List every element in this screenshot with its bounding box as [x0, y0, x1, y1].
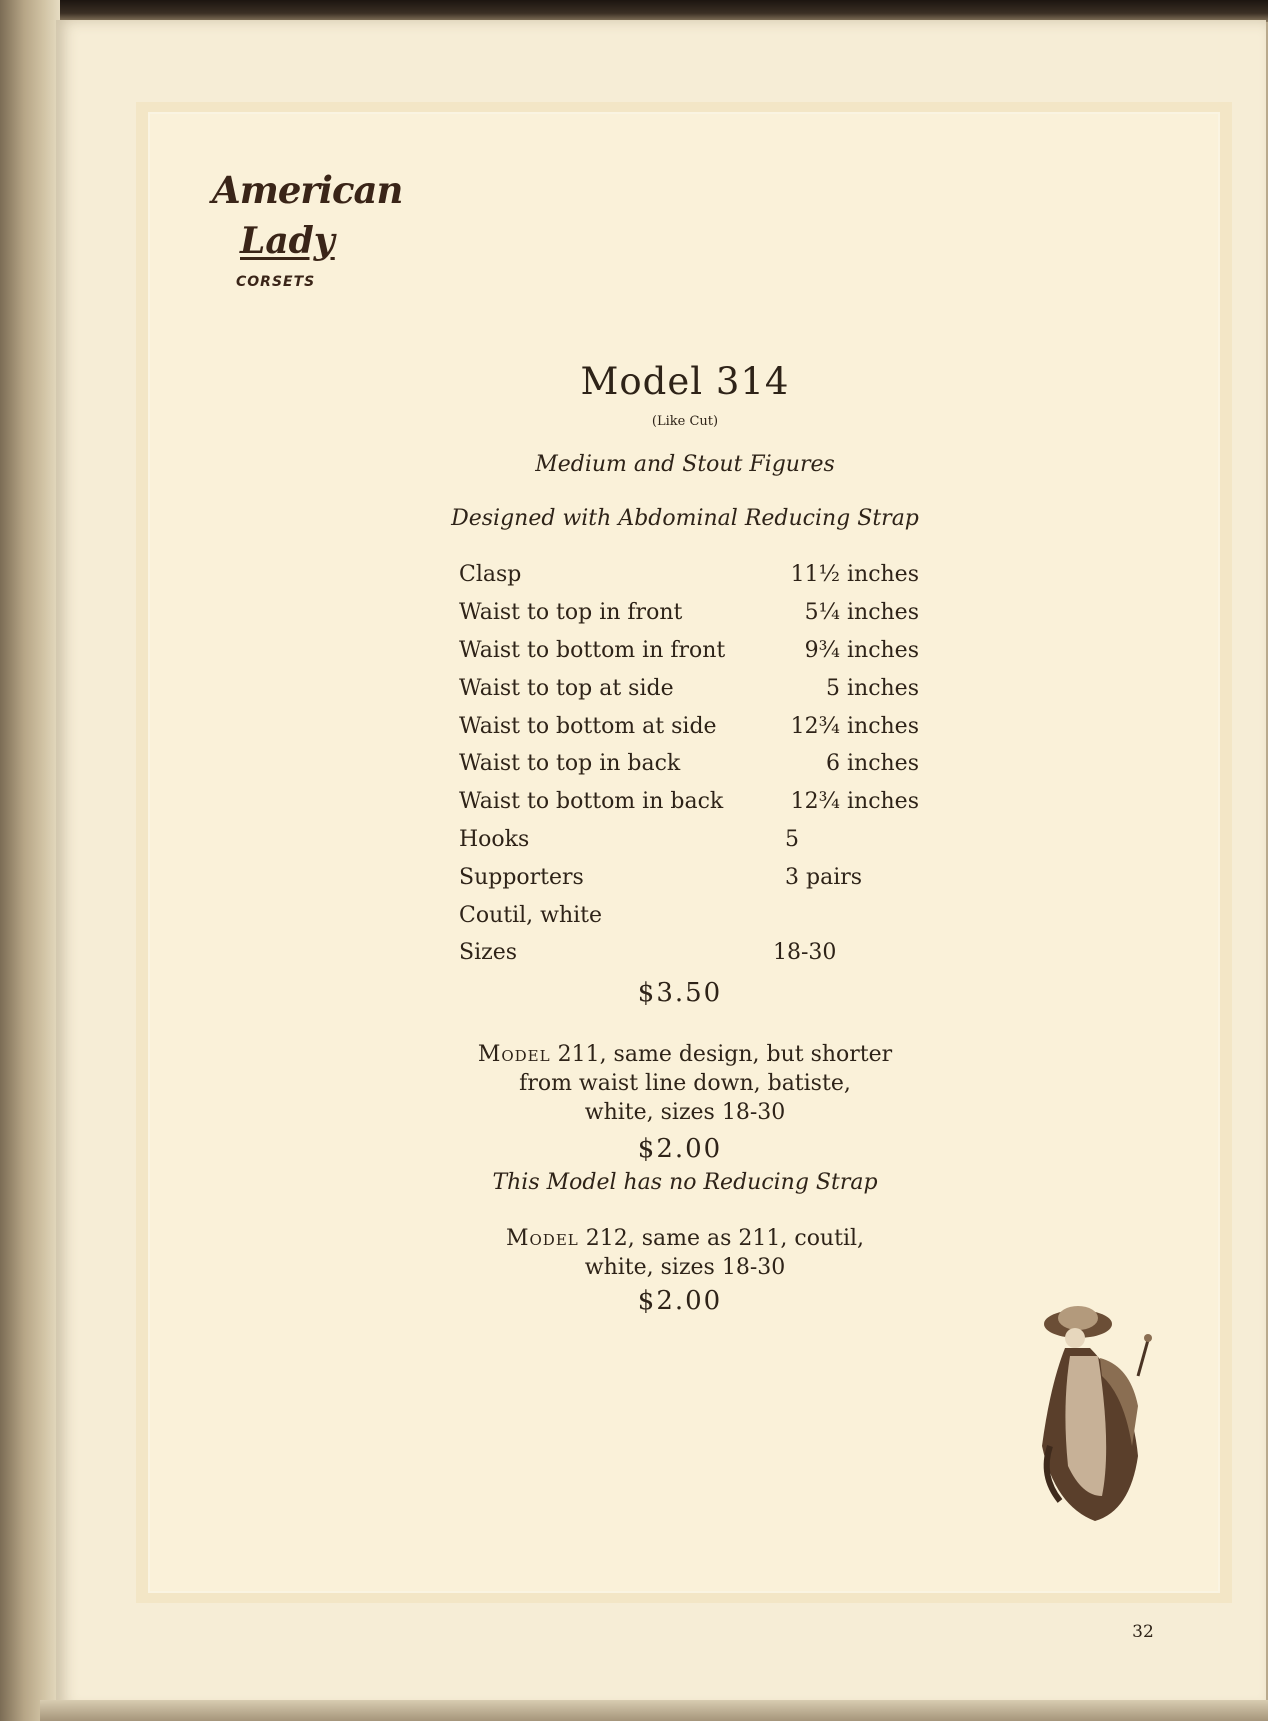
lady-illustration	[1020, 1296, 1160, 1526]
price-model-211: $2.00	[637, 1134, 723, 1164]
spec-label: Waist to top at side	[459, 675, 674, 701]
spec-row	[459, 858, 919, 896]
spec-row	[459, 783, 919, 821]
logo-line-lady: Lady	[240, 220, 335, 262]
model-211-line-1	[455, 1040, 915, 1069]
spec-table	[459, 556, 919, 972]
page-subtitle: (Like Cut)	[651, 414, 719, 429]
spec-value: 12¾ inches	[790, 713, 919, 739]
page-number: 32	[1132, 1622, 1154, 1642]
spec-value: 12¾ inches	[790, 789, 919, 815]
model-211-line-2: from waist line down, batiste,	[519, 1071, 851, 1096]
spec-row	[459, 556, 919, 594]
spec-label: Coutil, white	[459, 902, 603, 928]
spec-row	[459, 632, 919, 670]
tagline-figures: Medium and Stout Figures	[535, 452, 835, 477]
logo-line-corsets: CORSETS	[236, 274, 316, 290]
logo-line-american: American	[212, 168, 403, 212]
model-212-description	[455, 1224, 915, 1282]
spec-row	[459, 669, 919, 707]
spec-label: Waist to bottom in back	[459, 789, 724, 815]
model-211-description	[455, 1040, 915, 1127]
model-211-text-1: 211, same design, but shorter	[557, 1042, 893, 1067]
spec-row	[459, 707, 919, 745]
spec-label: Waist to bottom in front	[459, 637, 726, 663]
spec-label: Waist to top in front	[459, 600, 683, 626]
model-211-name: Model	[477, 1042, 551, 1067]
spec-value: 3 pairs	[785, 864, 863, 890]
spec-value: 5 inches	[826, 675, 919, 701]
spec-value: 11½ inches	[790, 562, 919, 588]
spec-label: Hooks	[459, 826, 530, 852]
model-212-name: Model	[505, 1226, 579, 1251]
book-top-edge	[20, 0, 1268, 22]
spec-value: 6 inches	[826, 751, 919, 777]
price-model-212: $2.00	[637, 1286, 723, 1316]
american-lady-logo	[206, 168, 403, 304]
spec-label: Waist to bottom at side	[459, 713, 717, 739]
model-211-note: This Model has no Reducing Strap	[492, 1170, 878, 1195]
tagline-design: Designed with Abdominal Reducing Strap	[451, 506, 919, 531]
spec-row	[459, 821, 919, 859]
spec-row	[459, 934, 919, 972]
model-212-line-1	[455, 1224, 915, 1253]
spec-value: 5	[785, 826, 799, 852]
spec-value: 5¼ inches	[804, 600, 919, 626]
model-212-line-2: white, sizes 18-30	[584, 1255, 786, 1280]
spec-row	[459, 896, 919, 934]
spec-label: Sizes	[459, 940, 518, 966]
model-212-text-1: 212, same as 211, coutil,	[585, 1226, 865, 1251]
spec-value: 18-30	[773, 940, 837, 966]
page-title: Model 314	[580, 360, 790, 403]
spec-label: Clasp	[459, 562, 522, 588]
book-bottom-edge	[40, 1700, 1268, 1721]
spec-row	[459, 745, 919, 783]
book-spine	[0, 0, 60, 1721]
spec-row	[459, 594, 919, 632]
spec-label: Supporters	[459, 864, 584, 890]
model-211-line-3: white, sizes 18-30	[584, 1100, 786, 1125]
price-model-314: $3.50	[637, 978, 723, 1008]
spec-label: Waist to top in back	[459, 751, 681, 777]
spec-value: 9¾ inches	[804, 637, 919, 663]
